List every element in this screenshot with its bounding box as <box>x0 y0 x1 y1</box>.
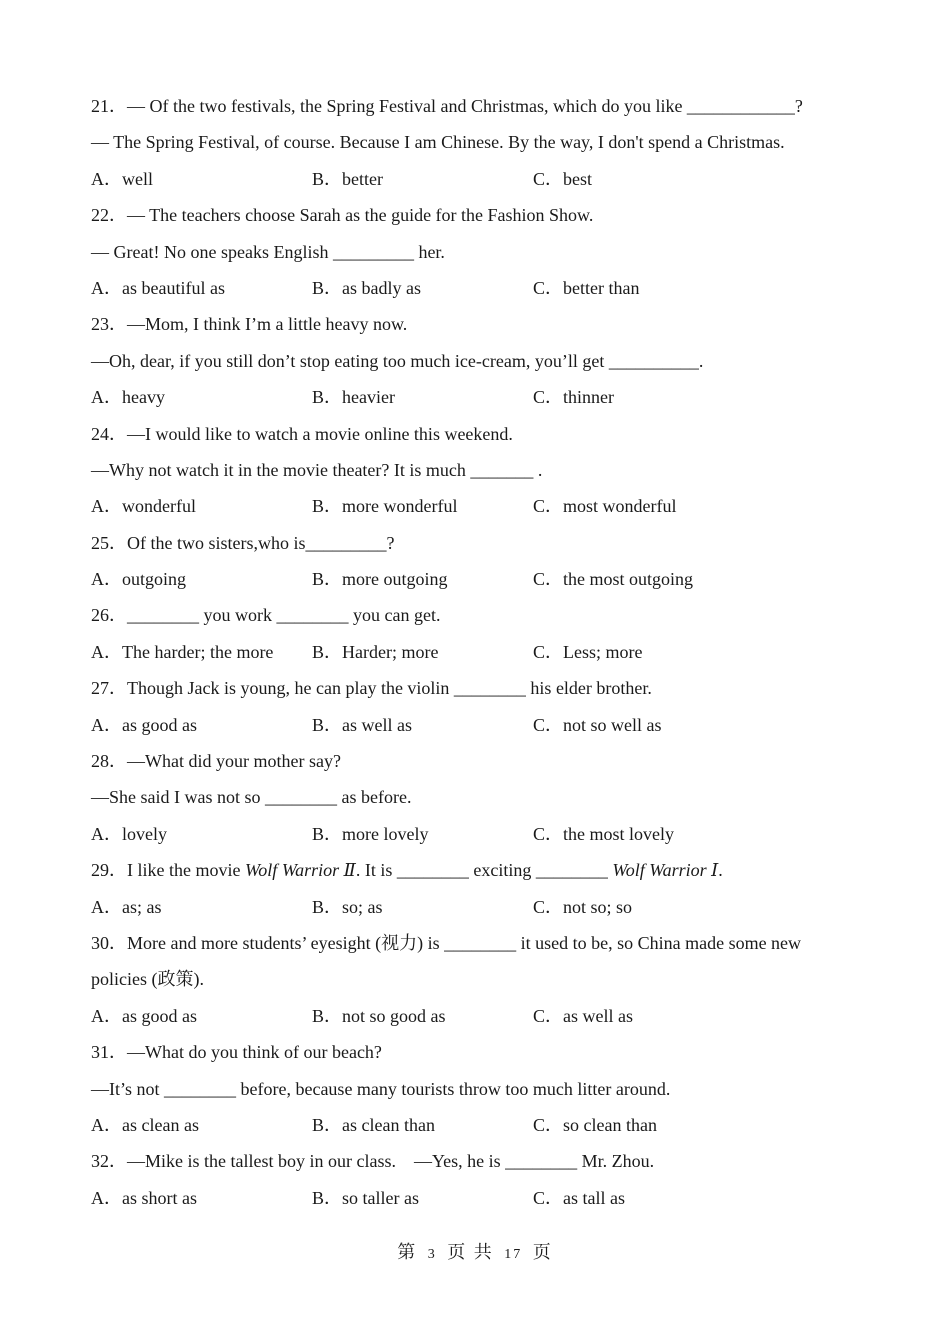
option-c: C．as tall as <box>533 1187 625 1208</box>
q29-middle: . It is ________ exciting ________ <box>355 860 613 881</box>
option-b: B．as well as <box>312 714 412 735</box>
footer-prefix: 第 <box>397 1242 418 1262</box>
question-26-line-1: 26．________ you work ________ you can get. <box>91 605 441 626</box>
question-26-options <box>91 634 871 670</box>
question-24-line-1: 24．—I would like to watch a movie online this weekend. <box>91 423 513 444</box>
question-29-options <box>91 889 871 925</box>
footer-total-pages: 17 <box>504 1247 523 1262</box>
question-28-line-2: —She said I was not so ________ as before. <box>91 787 412 808</box>
question-24-options <box>91 488 871 524</box>
option-b: B．heavier <box>312 387 395 408</box>
question-31-line-1: 31．—What do you think of our beach? <box>91 1042 382 1063</box>
question-23-line-1: 23．—Mom, I think I’m a little heavy now. <box>91 314 408 335</box>
question-21-options <box>91 161 871 197</box>
option-a: A．The harder; the more <box>91 641 274 662</box>
footer-suffix: 页 <box>532 1242 553 1262</box>
question-32-line-1: 32．—Mike is the tallest boy in our class. —Yes, he is ________ Mr. Zhou. <box>91 1151 655 1172</box>
option-a: A．outgoing <box>91 569 187 590</box>
option-c: C．the most outgoing <box>533 569 694 590</box>
option-b: B．as clean than <box>312 1114 435 1135</box>
question-21-line-2: — The Spring Festival, of course. Because I am Chinese. By the way, I don't spend a Christmas. <box>91 132 785 153</box>
question-30-options <box>91 998 871 1034</box>
q29-suffix: . <box>718 860 723 881</box>
question-23-options <box>91 379 871 415</box>
question-22-options <box>91 270 871 306</box>
question-31-options <box>91 1107 871 1143</box>
option-b: B．better <box>312 168 383 189</box>
option-b: B．more outgoing <box>312 569 448 590</box>
option-a: A．as short as <box>91 1187 197 1208</box>
option-c: C．not so; so <box>533 896 633 917</box>
option-c: C．as well as <box>533 1005 633 1026</box>
option-b: B．more wonderful <box>312 496 458 517</box>
option-b: B．Harder; more <box>312 641 439 662</box>
question-32-options <box>91 1180 871 1216</box>
option-a: A．as good as <box>91 1005 197 1026</box>
q29-movie-title-2: Wolf Warrior Ⅱ <box>244 860 356 881</box>
option-b: B．as badly as <box>312 277 421 298</box>
option-b: B．more lovely <box>312 823 429 844</box>
option-b: B．not so good as <box>312 1005 446 1026</box>
option-c: C．not so well as <box>533 714 662 735</box>
footer-page-number: 3 <box>427 1247 437 1262</box>
question-28-options <box>91 816 871 852</box>
question-28-line-1: 28．—What did your mother say? <box>91 751 341 772</box>
q29-prefix: 29．I like the movie <box>91 860 245 881</box>
page-footer <box>0 1238 950 1264</box>
option-b: B．so; as <box>312 896 383 917</box>
question-25-line-1: 25．Of the two sisters,who is_________? <box>91 532 395 553</box>
question-30-line-1: 30．More and more students’ eyesight (视力) is ________ it used to be, so China made some new <box>91 932 802 953</box>
option-a: A．heavy <box>91 387 165 408</box>
question-23-line-2: —Oh, dear, if you still don’t stop eating too much ice-cream, you’ll get __________. <box>91 350 704 371</box>
option-c: C．the most lovely <box>533 823 674 844</box>
question-29-line-1 <box>91 852 871 888</box>
option-c: C．most wonderful <box>533 496 677 517</box>
option-c: C．so clean than <box>533 1114 657 1135</box>
question-22-line-2: — Great! No one speaks English _________ her. <box>91 241 445 262</box>
option-a: A．as; as <box>91 896 162 917</box>
option-c: C．better than <box>533 277 640 298</box>
footer-middle: 页 共 <box>447 1242 494 1262</box>
option-c: C．Less; more <box>533 641 643 662</box>
question-list <box>91 88 871 1216</box>
option-a: A．as good as <box>91 714 197 735</box>
question-30-line-2: policies (政策). <box>91 969 204 990</box>
option-c: C．thinner <box>533 387 614 408</box>
question-22-line-1: 22．— The teachers choose Sarah as the guide for the Fashion Show. <box>91 205 594 226</box>
question-21-line-1: 21．— Of the two festivals, the Spring Festival and Christmas, which do you like ____________? <box>91 96 803 116</box>
option-a: A．wonderful <box>91 496 196 517</box>
question-27-line-1: 27．Though Jack is young, he can play the violin ________ his elder brother. <box>91 678 652 699</box>
option-a: A．as beautiful as <box>91 277 225 298</box>
question-27-options <box>91 707 871 743</box>
option-a: A．as clean as <box>91 1114 199 1135</box>
option-c: C．best <box>533 168 593 189</box>
option-a: A．lovely <box>91 823 167 844</box>
option-b: B．so taller as <box>312 1187 419 1208</box>
option-a: A．well <box>91 168 153 189</box>
question-25-options <box>91 561 871 597</box>
question-31-line-2: —It’s not ________ before, because many tourists throw too much litter around. <box>91 1078 671 1099</box>
q29-movie-title-1: Wolf Warrior Ⅰ <box>612 860 719 881</box>
question-24-line-2: —Why not watch it in the movie theater? It is much _______ . <box>91 459 543 480</box>
